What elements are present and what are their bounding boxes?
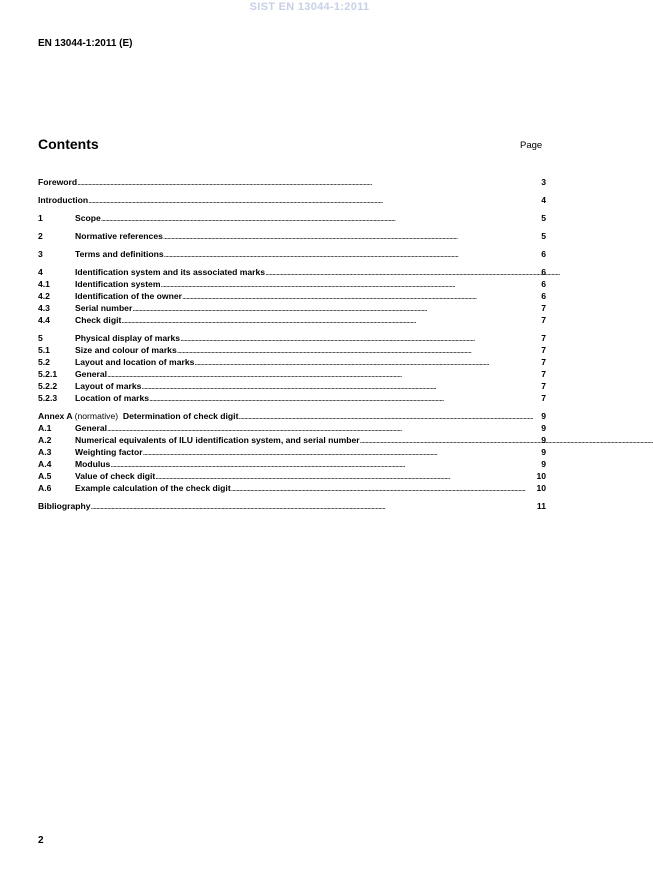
toc-entry-page: 7 [541, 369, 546, 379]
toc-entry-title: Identification of the owner [75, 291, 182, 301]
toc-entry-title: Identification system and its associated marks [75, 267, 266, 277]
toc-entry-number: 1 [38, 213, 43, 223]
toc-entry-title: Numerical equivalents of ILU identification system, and serial number [75, 435, 360, 445]
toc-entry-number: 5.2.1 [38, 369, 58, 379]
toc-dot-leader [132, 302, 540, 314]
toc-entry-page: 3 [541, 177, 546, 187]
toc-entry-title: Scope [75, 213, 101, 223]
toc-entry-page: 7 [541, 393, 546, 403]
toc-entry-4-4[interactable] [38, 314, 546, 326]
toc-dot-leader [101, 212, 540, 224]
toc-entry-number: A.4 [38, 459, 52, 469]
watermark-text: SIST EN 13044-1:2011 [249, 1, 370, 13]
toc-dot-leader [360, 434, 541, 446]
toc-entry-title: Value of check digit [75, 471, 156, 481]
toc-entry-number: A.1 [38, 423, 52, 433]
annex-normative-label: (normative) [74, 411, 119, 421]
toc-entry-4-2[interactable] [38, 290, 546, 302]
toc-entry-title: Physical display of marks [75, 333, 181, 343]
toc-dot-leader [149, 392, 540, 404]
annex-title: Determination of check digit [122, 411, 239, 421]
toc-entry-page: 7 [541, 303, 546, 313]
toc-entry-title: Check digit [75, 315, 122, 325]
toc-entry-page: 9 [541, 447, 546, 457]
toc-entry-page: 5 [541, 213, 546, 223]
page-title: Contents [38, 136, 99, 152]
toc-entry-number: 4.4 [38, 315, 50, 325]
toc-entry-number: 4.2 [38, 291, 50, 301]
toc-entry-title: Introduction [38, 195, 89, 205]
toc-entry-number: 5 [38, 333, 43, 343]
toc-entry-bibliography[interactable] [38, 500, 546, 512]
toc-dot-leader [107, 368, 540, 380]
toc-dot-leader [141, 380, 540, 392]
toc-dot-leader [110, 458, 540, 470]
toc-entry-title: Normative references [75, 231, 163, 241]
toc-entry-number: 4.3 [38, 303, 50, 313]
toc-entry-title: Weighting factor [75, 447, 143, 457]
toc-entry-title: Identification system [75, 279, 161, 289]
toc-entry-5-2-2[interactable] [38, 380, 546, 392]
toc-dot-leader [231, 482, 536, 494]
table-of-contents [38, 176, 546, 512]
toc-entry-title: Terms and definitions [75, 249, 164, 259]
toc-entry-a-2[interactable] [38, 434, 546, 446]
toc-entry-number: A.6 [38, 483, 52, 493]
toc-entry-normative-references[interactable] [38, 230, 546, 242]
toc-dot-leader [155, 470, 535, 482]
toc-entry-a-6[interactable] [38, 482, 546, 494]
toc-entry-page: 9 [541, 459, 546, 469]
toc-entry-title: Location of marks [75, 393, 150, 403]
toc-entry-title: General [75, 369, 108, 379]
toc-entry-a-5[interactable] [38, 470, 546, 482]
toc-entry-number: 5.2.3 [38, 393, 58, 403]
toc-entry-identification-system-marks[interactable] [38, 266, 546, 278]
toc-dot-leader [265, 266, 540, 278]
toc-entry-title: Foreword [38, 177, 78, 187]
toc-entry-number: 2 [38, 231, 43, 241]
toc-entry-title: Bibliography [38, 501, 91, 511]
toc-entry-number: A.2 [38, 435, 52, 445]
toc-entry-physical-display[interactable] [38, 332, 546, 344]
toc-entry-page: 7 [541, 381, 546, 391]
annex-label: Annex A [38, 411, 73, 421]
toc-entry-annex-a[interactable] [38, 410, 546, 422]
toc-dot-leader [121, 314, 540, 326]
toc-entry-number: A.5 [38, 471, 52, 481]
toc-dot-leader [182, 290, 540, 302]
toc-dot-leader [180, 332, 540, 344]
toc-dot-leader [238, 410, 540, 422]
toc-dot-leader [160, 278, 540, 290]
toc-entry-number: 3 [38, 249, 43, 259]
toc-entry-page: 6 [541, 279, 546, 289]
toc-dot-leader [88, 194, 540, 206]
toc-entry-title: Example calculation of the check digit [75, 483, 231, 493]
toc-entry-title: Layout of marks [75, 381, 142, 391]
toc-entry-number: A.3 [38, 447, 52, 457]
toc-entry-page: 9 [541, 435, 546, 445]
page-number: 2 [38, 835, 44, 846]
toc-dot-leader [77, 176, 540, 188]
document-id: EN 13044-1:2011 (E) [38, 38, 133, 49]
toc-entry-title [38, 410, 238, 422]
toc-entry-5-2-1[interactable] [38, 368, 546, 380]
toc-entry-page: 9 [541, 411, 546, 421]
toc-entry-a-3[interactable] [38, 446, 546, 458]
toc-entry-number: 5.1 [38, 345, 50, 355]
toc-entry-title: General [75, 423, 108, 433]
toc-entry-a-4[interactable] [38, 458, 546, 470]
toc-entry-page: 5 [541, 231, 546, 241]
toc-entry-page: 7 [541, 357, 546, 367]
toc-entry-5-2-3[interactable] [38, 392, 546, 404]
toc-entry-title: Serial number [75, 303, 133, 313]
toc-entry-page: 9 [541, 423, 546, 433]
toc-entry-4-1[interactable] [38, 278, 546, 290]
toc-dot-leader [177, 344, 540, 356]
toc-dot-leader [194, 356, 540, 368]
toc-dot-leader [91, 500, 536, 512]
toc-entry-page: 10 [536, 471, 546, 481]
toc-entry-terms-and-definitions[interactable] [38, 248, 546, 260]
toc-entry-4-3[interactable] [38, 302, 546, 314]
toc-entry-page: 7 [541, 345, 546, 355]
toc-entry-number: 4 [38, 267, 43, 277]
toc-entry-page: 4 [541, 195, 546, 205]
toc-entry-page: 10 [536, 483, 546, 493]
page-column-label: Page [520, 140, 543, 151]
toc-entry-number: 5.2 [38, 357, 50, 367]
toc-entry-title: Layout and location of marks [75, 357, 195, 367]
toc-dot-leader [107, 422, 540, 434]
toc-entry-page: 6 [541, 291, 546, 301]
toc-entry-page: 6 [541, 249, 546, 259]
toc-entry-foreword[interactable] [38, 176, 546, 188]
toc-entry-introduction[interactable] [38, 194, 546, 206]
toc-entry-page: 7 [541, 315, 546, 325]
toc-entry-5-1[interactable] [38, 344, 546, 356]
toc-entry-a-1[interactable] [38, 422, 546, 434]
toc-entry-title: Size and colour of marks [75, 345, 177, 355]
toc-entry-number: 5.2.2 [38, 381, 58, 391]
toc-entry-page: 7 [541, 333, 546, 343]
toc-entry-page: 11 [536, 501, 546, 511]
toc-entry-scope[interactable] [38, 212, 546, 224]
toc-dot-leader [163, 230, 540, 242]
toc-entry-title: Modulus [75, 459, 111, 469]
toc-entry-page: 6 [541, 267, 546, 277]
toc-dot-leader [143, 446, 541, 458]
toc-entry-number: 4.1 [38, 279, 50, 289]
toc-entry-5-2[interactable] [38, 356, 546, 368]
toc-dot-leader [164, 248, 541, 260]
